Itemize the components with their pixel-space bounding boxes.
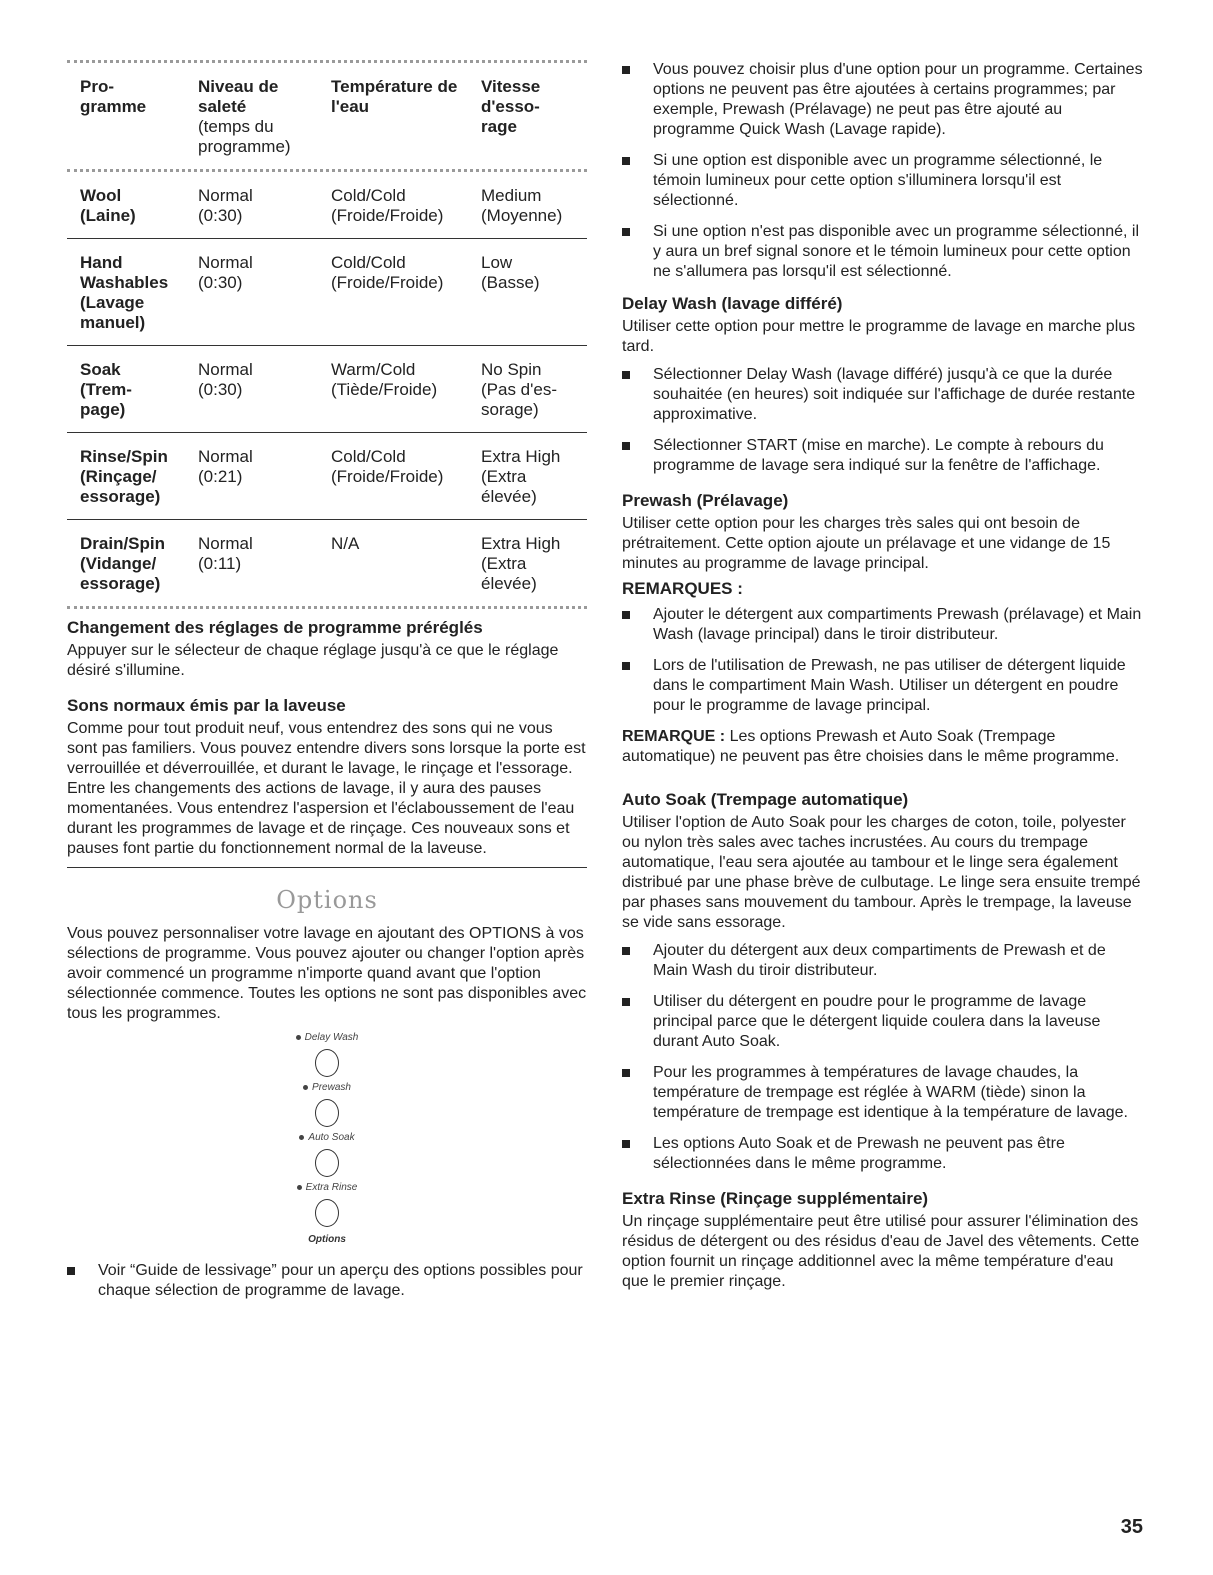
options-title: Options bbox=[276, 886, 378, 914]
sounds-title: Sons normaux émis par la laveuse bbox=[67, 696, 346, 715]
table-cell-speed: Extra High (Extra élevée) bbox=[481, 447, 561, 506]
autosoak-bullets bbox=[622, 941, 1144, 1174]
options-panel-label: Options bbox=[308, 1234, 346, 1245]
section-sounds bbox=[67, 695, 587, 859]
header-program: Pro- gramme bbox=[80, 77, 147, 116]
autosoak-title: Auto Soak (Trempage automatique) bbox=[622, 790, 909, 809]
table-row bbox=[67, 520, 587, 606]
table-cell-temp: N/A bbox=[331, 534, 360, 553]
table-cell-program: Wool (Laine) bbox=[80, 186, 136, 225]
section-changing bbox=[67, 617, 587, 681]
remarks-title: REMARQUES : bbox=[622, 579, 743, 598]
extrarinse-title: Extra Rinse (Rinçage supplémentaire) bbox=[622, 1189, 929, 1208]
table-cell-temp: Warm/Cold (Tiède/Froide) bbox=[331, 360, 438, 399]
sounds-text: Comme pour tout produit neuf, vous entendrez des sons qui ne vous sont pas familiers. Vous pouvez entendre divers sons lorsque la porte est verrouillée et déverrouillée, et durant le lavage, le rinçage et l'essorage. Entre les changements des actions de lavage, il y aura des pauses momentanées. Vous entendrez l'aspersion et l'éclaboussement de l'eau durant les programmes de lavage et de rinçage. Ces nouveaux sons et pauses font partie du fonctionnement normal de la laveuse. bbox=[67, 720, 586, 857]
options-panel bbox=[67, 1032, 587, 1245]
section-prewash bbox=[622, 490, 1144, 767]
option-label: Auto Soak bbox=[308, 1132, 355, 1143]
option-delay-wash[interactable] bbox=[296, 1032, 359, 1077]
table-cell-temp: Cold/Cold (Froide/Froide) bbox=[331, 186, 444, 225]
section-auto-soak bbox=[622, 789, 1144, 1174]
header-soil: Niveau de saleté (temps du programme) bbox=[198, 77, 291, 156]
indicator-light-icon bbox=[299, 1135, 304, 1140]
page-number: 35 bbox=[1120, 1516, 1143, 1538]
delay-title: Delay Wash (lavage différé) bbox=[622, 294, 843, 313]
changing-title: Changement des réglages de programme préréglés bbox=[67, 618, 483, 637]
list-item: Lors de l'utilisation de Prewash, ne pas utiliser de détergent liquide dans le compartiment Main Wash. Utiliser un détergent en poudre pour le programme de lavage principal. bbox=[622, 656, 1144, 716]
list-item: Sélectionner START (mise en marche). Le compte à rebours du programme de lavage sera indiqué sur la fenêtre de l'affichage. bbox=[622, 436, 1144, 476]
table-cell-soil: Normal (0:30) bbox=[198, 253, 253, 292]
table-cell-speed: Low (Basse) bbox=[481, 253, 540, 292]
table-cell-speed: Extra High (Extra élevée) bbox=[481, 534, 561, 593]
option-button-icon[interactable] bbox=[315, 1199, 339, 1227]
intro-bullets bbox=[622, 60, 1144, 282]
table-cell-temp: Cold/Cold (Froide/Froide) bbox=[331, 447, 444, 486]
delay-bullets bbox=[622, 365, 1144, 476]
prewash-remark bbox=[622, 727, 1144, 767]
remark-label: REMARQUE : bbox=[622, 728, 726, 745]
table-row bbox=[67, 172, 587, 238]
changing-text: Appuyer sur le sélecteur de chaque réglage jusqu'à ce que le réglage désiré s'illumine. bbox=[67, 642, 559, 679]
table-cell-program: Rinse/Spin (Rinçage/ essorage) bbox=[80, 447, 168, 506]
option-label: Delay Wash bbox=[304, 1032, 359, 1043]
option-button-icon[interactable] bbox=[315, 1049, 339, 1077]
table-cell-program: Hand Washables (Lavage manuel) bbox=[80, 253, 169, 332]
option-auto-soak[interactable] bbox=[299, 1132, 354, 1177]
table-cell-soil: Normal (0:11) bbox=[198, 534, 253, 573]
table-cell-program: Soak (Trem- page) bbox=[80, 360, 132, 419]
list-item: Voir “Guide de lessivage” pour un aperçu des options possibles pour chaque sélection de programme de lavage. bbox=[67, 1261, 587, 1301]
option-prewash[interactable] bbox=[303, 1082, 351, 1127]
prewash-text: Utiliser cette option pour les charges très sales qui ont besoin de prétraitement. Cette option ajoute un prélavage et une vidange de 15 minutes au programme de lavage principal. bbox=[622, 515, 1111, 572]
table-header bbox=[67, 63, 587, 169]
option-label: Prewash bbox=[312, 1082, 351, 1093]
list-item: Utiliser du détergent en poudre pour le programme de lavage principal parce que le détergent liquide coulera dans la laveuse durant Auto Soak. bbox=[622, 992, 1144, 1052]
table-bottom-rule bbox=[67, 606, 587, 609]
table-cell-speed: No Spin (Pas d'es- sorage) bbox=[481, 360, 557, 419]
table-row bbox=[67, 239, 587, 345]
list-item: Ajouter le détergent aux compartiments Prewash (prélavage) et Main Wash (lavage principal) dans le tiroir distributeur. bbox=[622, 605, 1144, 645]
table-cell-soil: Normal (0:30) bbox=[198, 186, 253, 225]
option-extra-rinse[interactable] bbox=[297, 1182, 358, 1227]
prewash-bullets bbox=[622, 605, 1144, 716]
list-item: Les options Auto Soak et de Prewash ne peuvent pas être sélectionnées dans le même programme. bbox=[622, 1134, 1144, 1174]
option-label: Extra Rinse bbox=[305, 1182, 358, 1193]
remark-text: Les options Prewash et Auto Soak (Trempage automatique) ne peuvent pas être choisies dans le même programme. bbox=[622, 728, 1120, 765]
option-button-icon[interactable] bbox=[315, 1149, 339, 1177]
table-cell-speed: Medium (Moyenne) bbox=[481, 186, 563, 225]
options-divider bbox=[67, 867, 587, 868]
autosoak-text: Utiliser l'option de Auto Soak pour les charges de coton, toile, polyester ou nylon très sales avec taches incrustées. Au cours du trempage automatique, l'eau sera ajoutée au tambour et le linge sera également distribué par une phase brève de culbutage. Le linge sera ensuite trempé par phases sans mouvement du tambour. Après le trempage, la laveuse se vide sans essorage. bbox=[622, 814, 1141, 931]
extrarinse-text: Un rinçage supplémentaire peut être utilisé pour assurer l'élimination des résidus de détergent ou des résidus d'eau de Javel des vêtements. Cette option fournit un rinçage additionnel avec la même température d'eau que le premier rinçage. bbox=[622, 1213, 1140, 1290]
table-row bbox=[67, 433, 587, 519]
delay-text: Utiliser cette option pour mettre le programme de lavage en marche plus tard. bbox=[622, 318, 1136, 355]
list-item: Si une option est disponible avec un programme sélectionné, le témoin lumineux pour cette option s'illuminera lorsqu'il est sélectionné. bbox=[622, 151, 1144, 211]
indicator-light-icon bbox=[297, 1185, 302, 1190]
section-extra-rinse bbox=[622, 1188, 1144, 1292]
list-item: Pour les programmes à températures de lavage chaudes, la température de trempage est réglée à WARM (tiède) sinon la température de trempage est identique à la température de lavage. bbox=[622, 1063, 1144, 1123]
prewash-title: Prewash (Prélavage) bbox=[622, 491, 789, 510]
list-item: Vous pouvez choisir plus d'une option pour un programme. Certaines options ne peuvent pas être ajoutées à certains programmes; par exemple, Prewash (Prélavage) ne peut pas être ajouté au programme Quick Wash (Lavage rapide). bbox=[622, 60, 1144, 140]
table-cell-soil: Normal (0:30) bbox=[198, 360, 253, 399]
table-row bbox=[67, 346, 587, 432]
section-delay-wash bbox=[622, 293, 1144, 476]
option-button-icon[interactable] bbox=[315, 1099, 339, 1127]
table-cell-soil: Normal (0:21) bbox=[198, 447, 253, 486]
options-text: Vous pouvez personnaliser votre lavage en ajoutant des OPTIONS à vos sélections de programme. Vous pouvez ajouter ou changer l'option après avoir commencé un programme n'importe quand avant que l'option sélectionnée commence. Toutes les options ne sont pas disponibles avec tous les programmes. bbox=[67, 925, 587, 1022]
right-column bbox=[622, 60, 1144, 1292]
table-cell-temp: Cold/Cold (Froide/Froide) bbox=[331, 253, 444, 292]
list-item: Sélectionner Delay Wash (lavage différé) jusqu'à ce que la durée souhaitée (en heures) soit indiquée sur l'affichage de durée restante approximative. bbox=[622, 365, 1144, 425]
list-item: Si une option n'est pas disponible avec un programme sélectionné, il y aura un bref signal sonore et le témoin lumineux pour cette option ne s'allumera pas lorsqu'il est sélectionné. bbox=[622, 222, 1144, 282]
table-cell-program: Drain/Spin (Vidange/ essorage) bbox=[80, 534, 166, 593]
header-temp: Température de l'eau bbox=[331, 77, 458, 116]
left-column bbox=[67, 60, 587, 1312]
options-bullets bbox=[67, 1261, 587, 1301]
indicator-light-icon bbox=[303, 1085, 308, 1090]
indicator-light-icon bbox=[296, 1035, 301, 1040]
list-item: Ajouter du détergent aux deux compartiments de Prewash et de Main Wash du tiroir distributeur. bbox=[622, 941, 1144, 981]
table-body bbox=[67, 172, 587, 606]
header-speed: Vitesse d'esso- rage bbox=[481, 77, 541, 136]
